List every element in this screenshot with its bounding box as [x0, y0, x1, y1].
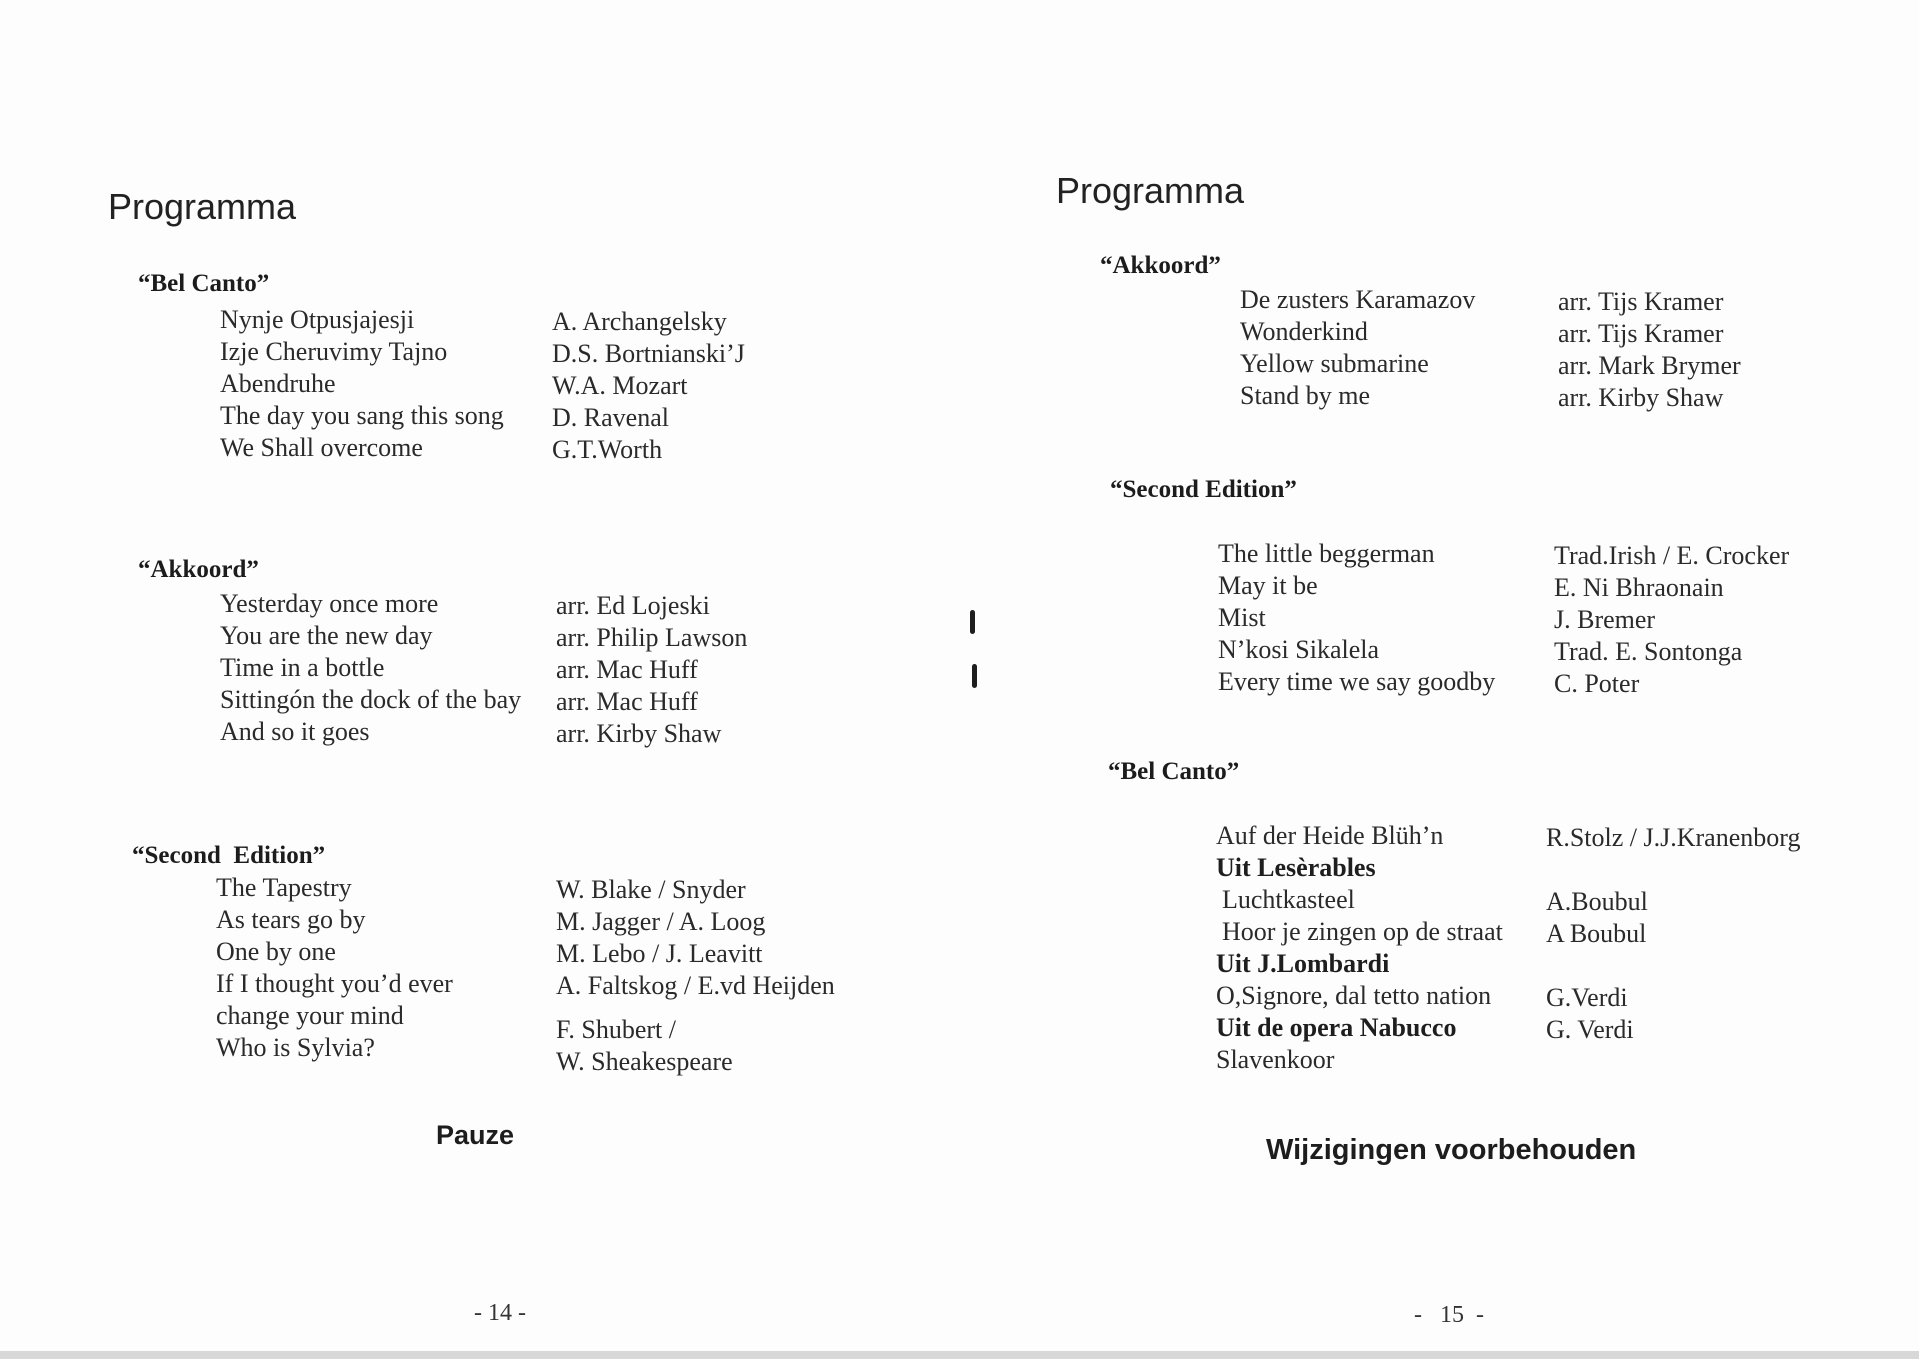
composer-list	[1554, 540, 1789, 700]
opera-heading: Uit de opera Nabucco	[1216, 1013, 1457, 1042]
composer: Trad. E. Sontonga	[1554, 637, 1743, 666]
page-number: - 14 -	[474, 1300, 526, 1326]
song-title: And so it goes	[220, 717, 370, 746]
page-heading: Programma	[1056, 170, 1245, 211]
song-title: Yellow submarine	[1240, 349, 1429, 378]
composer: C. Poter	[1554, 669, 1640, 698]
composer: Trad.Irish / E. Crocker	[1554, 541, 1790, 570]
song-title: De zusters Karamazov	[1240, 285, 1476, 314]
page-heading: Programma	[108, 186, 297, 227]
composer: M. Jagger / A. Loog	[556, 907, 766, 936]
intermission-label: Pauze	[436, 1120, 515, 1150]
opera-heading: Uit J.Lombardi	[1216, 949, 1390, 978]
song-title: The Tapestry	[216, 873, 352, 902]
song-title: Who is Sylvia?	[216, 1033, 375, 1062]
section-title-bel-canto: “Bel Canto”	[138, 270, 270, 297]
composer: G.Verdi	[1546, 983, 1628, 1012]
composer: G. Verdi	[1546, 1015, 1634, 1044]
song-title: change your mind	[216, 1001, 404, 1030]
right-page	[960, 0, 1919, 1359]
composer: D.S. Bortnianski’J	[552, 339, 745, 368]
composer: A.Boubul	[1546, 887, 1648, 916]
song-title: May it be	[1218, 571, 1318, 600]
composer-list	[1546, 822, 1800, 1078]
song-title: Abendruhe	[220, 369, 336, 398]
song-title: We Shall overcome	[220, 433, 423, 462]
composer	[1546, 854, 1800, 886]
song-list	[220, 304, 504, 464]
song-title: The day you sang this song	[220, 401, 504, 430]
section-title-akkoord: “Akkoord”	[138, 556, 259, 583]
composer: D. Ravenal	[552, 403, 669, 432]
composer: W. Sheakespeare	[556, 1047, 733, 1076]
composer: arr. Philip Lawson	[556, 623, 748, 652]
composer-list	[1558, 286, 1741, 414]
section-title-akkoord: “Akkoord”	[1100, 252, 1221, 279]
composer: arr. Tijs Kramer	[1558, 319, 1724, 348]
song-title: Sittingón the dock of the bay	[220, 685, 522, 714]
song-list	[216, 872, 453, 1064]
composer: A. Faltskog / E.vd Heijden	[556, 971, 835, 1000]
song-title: O,Signore, dal tetto nation	[1216, 981, 1492, 1010]
song-title: Hoor je zingen op de straat	[1222, 917, 1503, 946]
composer: A. Archangelsky	[552, 307, 727, 336]
song-list	[1240, 284, 1475, 412]
song-title: One by one	[216, 937, 336, 966]
composer: R.Stolz / J.J.Kranenborg	[1546, 823, 1801, 852]
song-title: As tears go by	[216, 905, 366, 934]
section-title-second-edition: “Second Edition”	[1110, 476, 1297, 503]
composer: arr. Mac Huff	[556, 655, 698, 684]
composer: E. Ni Bhraonain	[1554, 573, 1724, 602]
composer-list	[556, 874, 835, 1078]
song-title: Slavenkoor	[1216, 1045, 1335, 1074]
composer: A Boubul	[1546, 919, 1647, 948]
composer: W.A. Mozart	[552, 371, 688, 400]
composer: arr. Kirby Shaw	[1558, 383, 1724, 412]
song-title: You are the new day	[220, 621, 433, 650]
song-title: Yesterday once more	[220, 589, 439, 618]
song-title: Time in a bottle	[220, 653, 385, 682]
composer: M. Lebo / J. Leavitt	[556, 939, 763, 968]
composer	[1546, 950, 1800, 982]
composer-list	[552, 306, 745, 466]
composer: F. Shubert /	[556, 1015, 676, 1044]
song-title: Mist	[1218, 603, 1266, 632]
song-title: Stand by me	[1240, 381, 1370, 410]
song-list	[1216, 820, 1503, 1076]
composer: arr. Ed Lojeski	[556, 591, 710, 620]
song-title: Every time we say goodby	[1218, 667, 1496, 696]
composer: G.T.Worth	[552, 435, 663, 464]
song-title: Wonderkind	[1240, 317, 1368, 346]
song-title: Auf der Heide Blüh’n	[1216, 821, 1444, 850]
song-title: Izje Cheruvimy Tajno	[220, 337, 448, 366]
section-title-bel-canto: “Bel Canto”	[1108, 758, 1240, 785]
composer: arr. Kirby Shaw	[556, 719, 722, 748]
composer	[1546, 1046, 1800, 1078]
composer: J. Bremer	[1554, 605, 1656, 634]
composer-list	[556, 590, 747, 750]
song-list	[220, 588, 521, 748]
song-list	[1218, 538, 1495, 698]
song-title: Luchtkasteel	[1222, 885, 1355, 914]
section-title-second-edition: “Second Edition”	[132, 842, 326, 869]
changes-notice: Wijzigingen voorbehouden	[1266, 1134, 1637, 1166]
composer: arr. Mark Brymer	[1558, 351, 1741, 380]
composer: W. Blake / Snyder	[556, 875, 746, 904]
spacer	[556, 1002, 835, 1014]
song-title: If I thought you’d ever	[216, 969, 453, 998]
song-title: The little beggerman	[1218, 539, 1435, 568]
song-title: Nynje Otpusjajesji	[220, 305, 415, 334]
song-title: N’kosi Sikalela	[1218, 635, 1380, 664]
composer: arr. Tijs Kramer	[1558, 287, 1724, 316]
page-number: - 15 -	[1414, 1302, 1484, 1328]
opera-heading: Uit Lesèrables	[1216, 853, 1376, 882]
composer: arr. Mac Huff	[556, 687, 698, 716]
scan-edge	[0, 1351, 1919, 1359]
